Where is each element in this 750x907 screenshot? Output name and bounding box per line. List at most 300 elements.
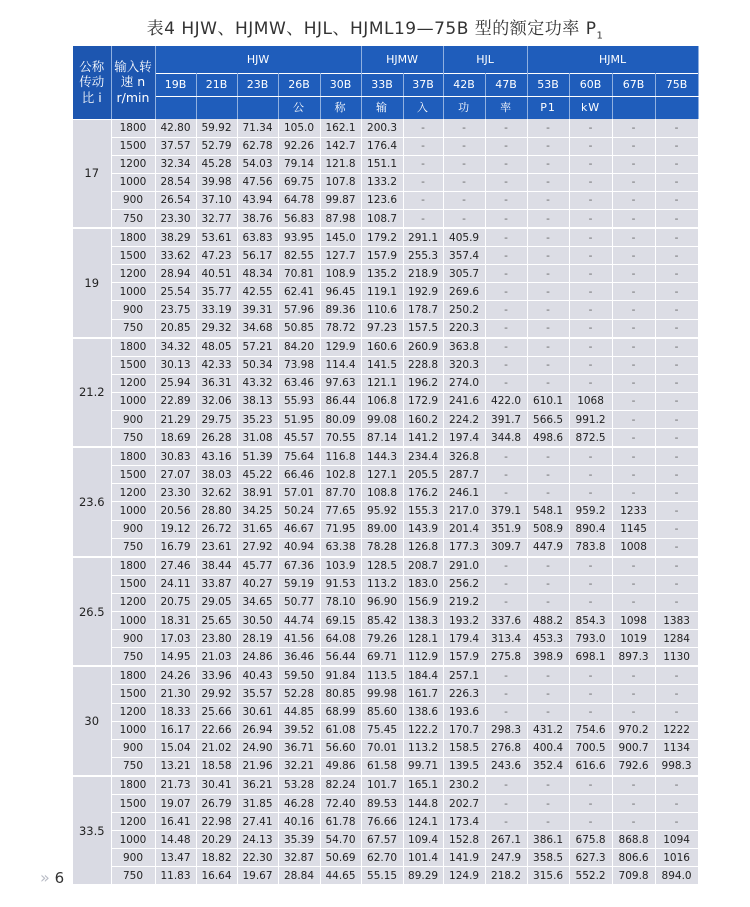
power-cell: 144.3 [361, 447, 403, 466]
power-cell: - [655, 794, 698, 812]
power-cell: 63.46 [278, 374, 320, 392]
power-cell: - [655, 356, 698, 374]
power-cell: 363.8 [443, 338, 485, 357]
power-cell: - [485, 374, 527, 392]
power-cell: 122.2 [403, 721, 443, 739]
power-cell: 36.71 [278, 739, 320, 757]
power-cell: 160.6 [361, 338, 403, 357]
power-cell: 61.08 [320, 721, 361, 739]
power-cell: - [612, 209, 655, 228]
power-cell: 991.2 [569, 411, 612, 429]
power-cell: 30.13 [155, 356, 196, 374]
power-cell: 255.3 [403, 247, 443, 265]
power-cell: - [485, 338, 527, 357]
power-cell: - [655, 301, 698, 319]
power-cell: 67.36 [278, 557, 320, 576]
table-row [73, 356, 698, 374]
power-cell: 66.46 [278, 466, 320, 484]
header-row-sizes [73, 74, 698, 97]
power-cell: - [612, 575, 655, 593]
power-cell: 162.1 [320, 119, 361, 137]
power-cell: 351.9 [485, 520, 527, 538]
power-cell: 170.7 [443, 721, 485, 739]
power-cell: 39.31 [237, 301, 278, 319]
power-cell: 698.1 [569, 648, 612, 667]
table-row [73, 593, 698, 611]
power-cell: 218.9 [403, 265, 443, 283]
power-cell: 21.73 [155, 776, 196, 795]
speed-cell: 1000 [111, 721, 155, 739]
power-cell: - [655, 338, 698, 357]
power-cell: 86.44 [320, 392, 361, 410]
power-cell: 77.65 [320, 502, 361, 520]
power-cell: 55.93 [278, 392, 320, 410]
power-cell: 50.24 [278, 502, 320, 520]
power-cell: - [527, 593, 569, 611]
power-cell: - [485, 173, 527, 191]
power-cell: 31.65 [237, 520, 278, 538]
power-cell: 44.74 [278, 612, 320, 630]
power-cell: - [485, 191, 527, 209]
power-cell: 50.77 [278, 593, 320, 611]
power-cell: 73.98 [278, 356, 320, 374]
power-cell: 352.4 [527, 757, 569, 776]
power-cell: 124.1 [403, 813, 443, 831]
power-cell: 50.85 [278, 319, 320, 338]
size-header: 23B [237, 74, 278, 97]
power-cell: 224.2 [443, 411, 485, 429]
power-cell: - [569, 666, 612, 685]
power-cell: - [655, 429, 698, 448]
size-header: 53B [527, 74, 569, 97]
size-header: 47B [485, 74, 527, 97]
power-cell: 35.57 [237, 685, 278, 703]
power-cell: 141.2 [403, 429, 443, 448]
power-cell: - [443, 209, 485, 228]
power-cell: 40.43 [237, 666, 278, 685]
power-cell: 548.1 [527, 502, 569, 520]
power-cell: 54.03 [237, 155, 278, 173]
power-cell: 23.80 [196, 630, 237, 648]
power-cell: 32.77 [196, 209, 237, 228]
power-cell: 700.5 [569, 739, 612, 757]
series-hjl: HJL [443, 46, 527, 74]
power-cell: 287.7 [443, 466, 485, 484]
power-cell: 234.4 [403, 447, 443, 466]
power-cell: 616.6 [569, 757, 612, 776]
power-cell: 179.4 [443, 630, 485, 648]
power-cell: 57.96 [278, 301, 320, 319]
power-cell: 173.4 [443, 813, 485, 831]
power-cell: 20.56 [155, 502, 196, 520]
power-cell: - [612, 374, 655, 392]
power-cell: 21.96 [237, 757, 278, 776]
speed-cell: 900 [111, 301, 155, 319]
power-cell: 24.26 [155, 666, 196, 685]
unit-char: 率 [485, 97, 527, 120]
power-cell: 313.4 [485, 630, 527, 648]
power-cell: - [612, 813, 655, 831]
header-ratio-line: 公称 [79, 58, 105, 74]
power-cell: 566.5 [527, 411, 569, 429]
power-cell: 21.29 [155, 411, 196, 429]
power-cell: 30.83 [155, 447, 196, 466]
power-cell: 33.62 [155, 247, 196, 265]
table-row [73, 173, 698, 191]
speed-cell: 750 [111, 319, 155, 338]
power-cell: - [569, 813, 612, 831]
power-cell: - [655, 265, 698, 283]
ratio-cell: 21.2 [73, 338, 111, 448]
table-row [73, 776, 698, 795]
power-cell: 197.4 [443, 429, 485, 448]
power-cell: - [569, 301, 612, 319]
power-cell: 78.10 [320, 593, 361, 611]
power-cell: - [612, 484, 655, 502]
power-cell: 145.0 [320, 228, 361, 247]
power-cell: - [569, 191, 612, 209]
table-row [73, 502, 698, 520]
power-cell: 18.33 [155, 703, 196, 721]
power-cell: - [655, 703, 698, 721]
power-cell: 247.9 [485, 849, 527, 867]
power-cell: - [527, 191, 569, 209]
power-cell: 113.5 [361, 666, 403, 685]
table-title [0, 14, 750, 41]
power-cell: 43.16 [196, 447, 237, 466]
power-cell: 48.34 [237, 265, 278, 283]
size-header: 33B [361, 74, 403, 97]
power-cell: 47.56 [237, 173, 278, 191]
power-cell: 45.57 [278, 429, 320, 448]
power-cell: 754.6 [569, 721, 612, 739]
power-cell: 138.3 [403, 612, 443, 630]
power-cell: 141.9 [443, 849, 485, 867]
power-cell: - [527, 173, 569, 191]
power-cell: 16.17 [155, 721, 196, 739]
power-cell: 161.7 [403, 685, 443, 703]
power-cell: 26.79 [196, 794, 237, 812]
power-cell: 28.80 [196, 502, 237, 520]
table-row [73, 757, 698, 776]
size-header: 60B [569, 74, 612, 97]
power-cell: 344.8 [485, 429, 527, 448]
power-cell: 82.55 [278, 247, 320, 265]
power-cell: 35.77 [196, 283, 237, 301]
power-cell: 56.17 [237, 247, 278, 265]
power-cell: - [655, 466, 698, 484]
table-body [73, 119, 698, 885]
power-cell: - [569, 374, 612, 392]
unit-char: 入 [403, 97, 443, 120]
speed-cell: 1500 [111, 575, 155, 593]
power-cell: 157.5 [403, 319, 443, 338]
power-cell: 51.39 [237, 447, 278, 466]
power-cell: 228.8 [403, 356, 443, 374]
power-cell: 151.1 [361, 155, 403, 173]
speed-cell: 1000 [111, 831, 155, 849]
power-cell: - [527, 685, 569, 703]
power-cell: 498.6 [527, 429, 569, 448]
power-cell: - [569, 283, 612, 301]
power-cell: 872.5 [569, 429, 612, 448]
power-cell: - [569, 173, 612, 191]
power-cell: 144.8 [403, 794, 443, 812]
power-cell: 202.7 [443, 794, 485, 812]
speed-cell: 1000 [111, 283, 155, 301]
power-cell: 126.8 [403, 538, 443, 557]
table-row [73, 191, 698, 209]
power-cell: 56.83 [278, 209, 320, 228]
power-cell: 31.85 [237, 794, 278, 812]
power-cell: 28.84 [278, 867, 320, 885]
power-cell: 14.48 [155, 831, 196, 849]
speed-cell: 900 [111, 520, 155, 538]
power-cell: 38.13 [237, 392, 278, 410]
power-cell: 56.44 [320, 648, 361, 667]
power-cell: 48.05 [196, 338, 237, 357]
power-cell: 39.52 [278, 721, 320, 739]
power-cell: 51.95 [278, 411, 320, 429]
series-hjml: HJML [527, 46, 698, 74]
power-cell: 127.1 [361, 466, 403, 484]
power-cell: - [655, 247, 698, 265]
power-cell: 32.87 [278, 849, 320, 867]
power-cell: - [612, 228, 655, 247]
power-cell: 193.2 [443, 612, 485, 630]
speed-cell: 1800 [111, 447, 155, 466]
speed-cell: 1800 [111, 666, 155, 685]
table-row [73, 466, 698, 484]
power-cell: - [443, 137, 485, 155]
power-cell: 220.3 [443, 319, 485, 338]
power-cell: 1130 [655, 648, 698, 667]
power-cell: - [485, 155, 527, 173]
power-cell: - [569, 575, 612, 593]
table-row [73, 283, 698, 301]
power-cell: 298.3 [485, 721, 527, 739]
power-cell: 99.98 [361, 685, 403, 703]
power-cell: - [569, 685, 612, 703]
speed-cell: 1800 [111, 119, 155, 137]
power-cell: 61.58 [361, 757, 403, 776]
power-cell: - [655, 593, 698, 611]
power-cell: - [485, 265, 527, 283]
ratio-cell: 30 [73, 666, 111, 776]
speed-cell: 750 [111, 538, 155, 557]
power-cell: 72.40 [320, 794, 361, 812]
power-cell: 82.24 [320, 776, 361, 795]
power-cell: - [485, 466, 527, 484]
power-cell: 33.87 [196, 575, 237, 593]
speed-cell: 750 [111, 757, 155, 776]
speed-cell: 1200 [111, 155, 155, 173]
power-cell: 18.82 [196, 849, 237, 867]
power-cell: 57.21 [237, 338, 278, 357]
ratio-cell: 26.5 [73, 557, 111, 667]
power-cell: 391.7 [485, 411, 527, 429]
power-cell: 26.54 [155, 191, 196, 209]
power-cell: 152.8 [443, 831, 485, 849]
power-cell: 709.8 [612, 867, 655, 885]
power-cell: 610.1 [527, 392, 569, 410]
power-cell: - [443, 173, 485, 191]
power-cell: 85.60 [361, 703, 403, 721]
power-cell: - [655, 685, 698, 703]
power-cell: - [655, 447, 698, 466]
power-cell: - [612, 411, 655, 429]
power-cell: 64.78 [278, 191, 320, 209]
power-cell: 42.55 [237, 283, 278, 301]
power-cell: - [612, 429, 655, 448]
power-cell: - [527, 319, 569, 338]
power-cell: - [569, 703, 612, 721]
power-cell: 192.9 [403, 283, 443, 301]
power-cell: 178.7 [403, 301, 443, 319]
unit-spacer [237, 97, 278, 120]
power-cell: - [655, 155, 698, 173]
power-cell: 21.03 [196, 648, 237, 667]
power-cell: - [569, 557, 612, 576]
power-cell: 23.61 [196, 538, 237, 557]
speed-cell: 750 [111, 867, 155, 885]
speed-cell: 900 [111, 191, 155, 209]
table-row [73, 228, 698, 247]
power-cell: - [569, 466, 612, 484]
power-cell: 92.26 [278, 137, 320, 155]
power-cell: 13.47 [155, 849, 196, 867]
power-cell: 127.7 [320, 247, 361, 265]
power-cell: 63.83 [237, 228, 278, 247]
power-cell: - [612, 319, 655, 338]
power-cell: 96.90 [361, 593, 403, 611]
power-cell: 22.66 [196, 721, 237, 739]
power-cell: 95.92 [361, 502, 403, 520]
power-cell: 109.4 [403, 831, 443, 849]
power-cell: 218.2 [485, 867, 527, 885]
power-cell: - [612, 137, 655, 155]
power-cell: 1094 [655, 831, 698, 849]
power-cell: 193.6 [443, 703, 485, 721]
speed-cell: 750 [111, 648, 155, 667]
power-cell: - [485, 703, 527, 721]
power-cell: 19.67 [237, 867, 278, 885]
power-cell: 89.00 [361, 520, 403, 538]
power-cell: 62.78 [237, 137, 278, 155]
power-cell: 27.46 [155, 557, 196, 576]
power-cell: 160.2 [403, 411, 443, 429]
power-cell: 93.95 [278, 228, 320, 247]
power-cell: 32.06 [196, 392, 237, 410]
power-cell: 30.50 [237, 612, 278, 630]
table-row [73, 155, 698, 173]
power-cell: - [655, 776, 698, 795]
speed-cell: 1800 [111, 776, 155, 795]
power-cell: 36.46 [278, 648, 320, 667]
power-cell: - [403, 119, 443, 137]
power-cell: 110.6 [361, 301, 403, 319]
power-cell: 1233 [612, 502, 655, 520]
power-cell: 70.01 [361, 739, 403, 757]
power-cell: 337.6 [485, 612, 527, 630]
power-cell: - [655, 137, 698, 155]
power-cell: - [569, 794, 612, 812]
speed-cell: 1200 [111, 593, 155, 611]
power-cell: 96.45 [320, 283, 361, 301]
power-cell: - [612, 776, 655, 795]
power-cell: 42.80 [155, 119, 196, 137]
power-cell: 64.08 [320, 630, 361, 648]
power-cell: 87.70 [320, 484, 361, 502]
power-cell: 267.1 [485, 831, 527, 849]
unit-char: 功 [443, 97, 485, 120]
power-cell: 119.1 [361, 283, 403, 301]
power-cell: 85.42 [361, 612, 403, 630]
power-cell: - [655, 538, 698, 557]
power-cell: - [485, 794, 527, 812]
power-cell: 422.0 [485, 392, 527, 410]
power-cell: - [569, 319, 612, 338]
power-cell: 28.54 [155, 173, 196, 191]
table-row [73, 721, 698, 739]
header-ratio [73, 46, 111, 119]
power-cell: 52.28 [278, 685, 320, 703]
power-cell: 29.75 [196, 411, 237, 429]
power-cell: - [612, 356, 655, 374]
power-cell: 87.98 [320, 209, 361, 228]
power-cell: 35.39 [278, 831, 320, 849]
power-cell: 50.34 [237, 356, 278, 374]
power-cell: 87.14 [361, 429, 403, 448]
power-cell: 38.29 [155, 228, 196, 247]
power-cell: 23.75 [155, 301, 196, 319]
power-cell: - [527, 356, 569, 374]
power-cell: - [612, 283, 655, 301]
power-cell: 59.19 [278, 575, 320, 593]
table-row [73, 392, 698, 410]
power-cell: 78.28 [361, 538, 403, 557]
power-cell: 38.03 [196, 466, 237, 484]
power-cell: 67.57 [361, 831, 403, 849]
power-cell: 176.2 [403, 484, 443, 502]
power-cell: 108.9 [320, 265, 361, 283]
power-cell: 69.15 [320, 612, 361, 630]
power-cell: 793.0 [569, 630, 612, 648]
power-cell: - [443, 119, 485, 137]
power-cell: - [655, 319, 698, 338]
power-cell: 26.28 [196, 429, 237, 448]
power-cell: 447.9 [527, 538, 569, 557]
power-cell: 61.78 [320, 813, 361, 831]
power-cell: 39.98 [196, 173, 237, 191]
power-cell: - [655, 666, 698, 685]
power-cell: 13.21 [155, 757, 196, 776]
size-header: 42B [443, 74, 485, 97]
power-cell: 99.08 [361, 411, 403, 429]
power-cell: 453.3 [527, 630, 569, 648]
power-cell: - [485, 484, 527, 502]
power-cell: - [612, 666, 655, 685]
table-row [73, 612, 698, 630]
header-speed [111, 46, 155, 119]
power-cell: 217.0 [443, 502, 485, 520]
power-cell: 15.04 [155, 739, 196, 757]
series-hjw: HJW [155, 46, 361, 74]
power-cell: - [612, 447, 655, 466]
power-cell: 45.28 [196, 155, 237, 173]
power-cell: 37.57 [155, 137, 196, 155]
table-row [73, 484, 698, 502]
